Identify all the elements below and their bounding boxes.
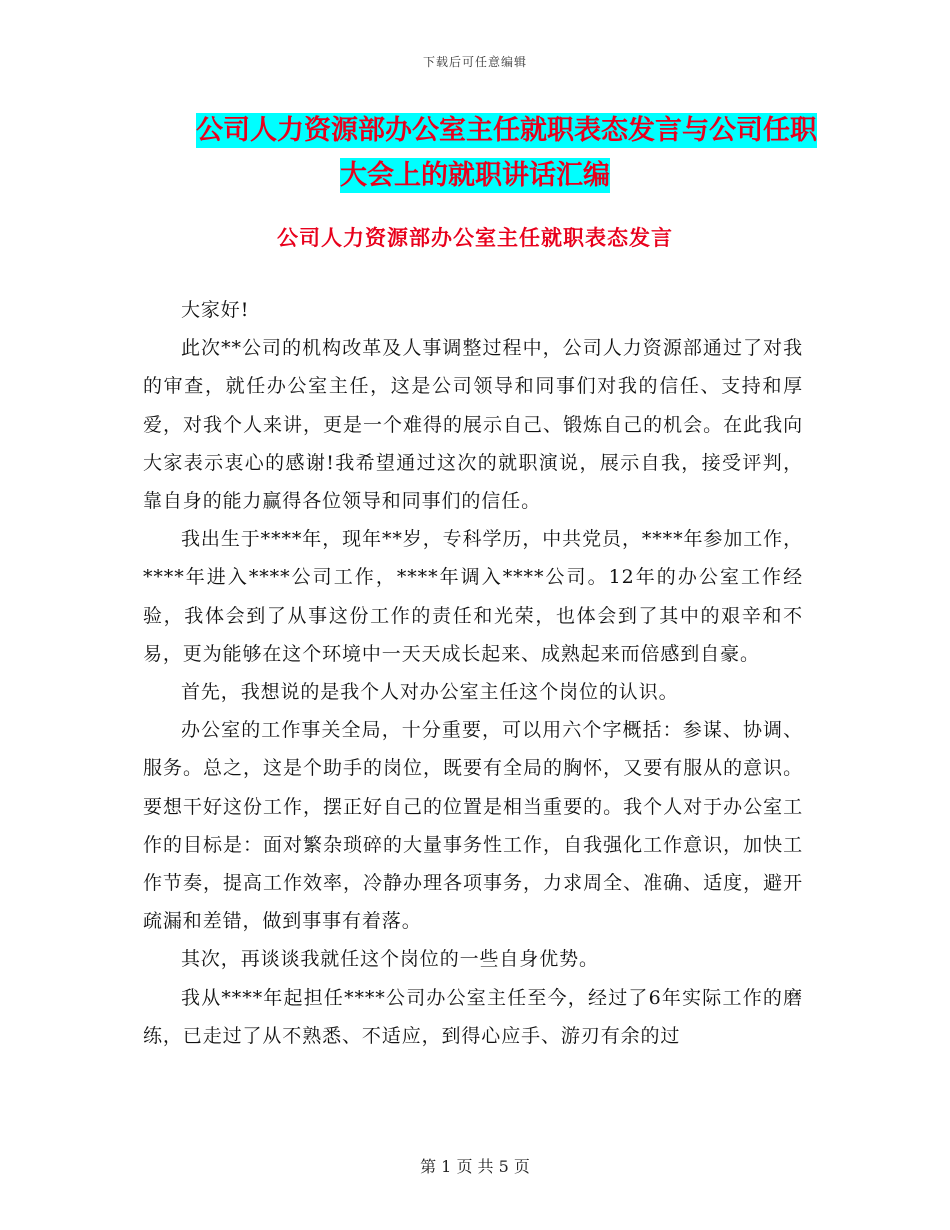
paragraph: 我从****年起担任****公司办公室主任至今，经过了6年实际工作的磨练，已走过了从不熟悉、不适应，到得心应手、游刃有余的过 [143, 986, 803, 1047]
header-note: 下载后可任意编辑 [422, 55, 527, 69]
paragraph: 首先，我想说的是我个人对办公室主任这个岗位的认识。 [181, 681, 679, 704]
document-title-line-2 [140, 153, 810, 198]
title-highlight-1: 公司人力资源部办公室主任就职表态发言与公司任职 [196, 115, 817, 146]
paragraph: 办公室的工作事关全局，十分重要，可以用六个字概括：参谋、协调、服务。总之，这是个助手的岗位，既要有全局的胸怀，又要有服从的意识。要想干好这份工作，摆正好自己的位置是相当重要的。我个人对于办公室工作的目标是：面对繁杂琐碎的大量事务性工作，自我强化工作意识，加快工作节奏，提高工作效率，冷静办理各项事务，力求周全、准确、适度，避开疏漏和差错，做到事事有着落。 [143, 719, 803, 933]
document-title-line-1 [140, 108, 817, 153]
body-text [143, 291, 803, 1055]
paragraph: 此次**公司的机构改革及人事调整过程中，公司人力资源部通过了对我的审查，就任办公室主任，这是公司领导和同事们对我的信任、支持和厚爱，对我个人来讲，更是一个难得的展示自己、锻炼自己的机会。在此我向大家表示衷心的感谢!我希望通过这次的就职演说，展示自我，接受评判，靠自身的能力赢得各位领导和同事们的信任。 [143, 337, 803, 513]
paragraph-greeting: 大家好! [181, 299, 250, 321]
document-title [140, 108, 817, 198]
section-title: 公司人力资源部办公室主任就职表态发言 [277, 226, 673, 250]
paragraph: 其次，再谈谈我就任这个岗位的一些自身优势。 [181, 948, 599, 971]
page-footer: 第 1 页 共 5 页 [420, 1157, 530, 1176]
paragraph: 我出生于****年，现年**岁，专科学历，中共党员，****年参加工作，****年进入****公司工作，****年调入****公司。12年的办公室工作经验，我体会到了从事这份工作的责任和光荣，也体会到了其中的艰辛和不易，更为能够在这个环境中一天天成长起来、成熟起来而倍感到自豪。 [143, 528, 803, 665]
title-highlight-2: 大会上的就职讲话汇编 [340, 160, 610, 191]
